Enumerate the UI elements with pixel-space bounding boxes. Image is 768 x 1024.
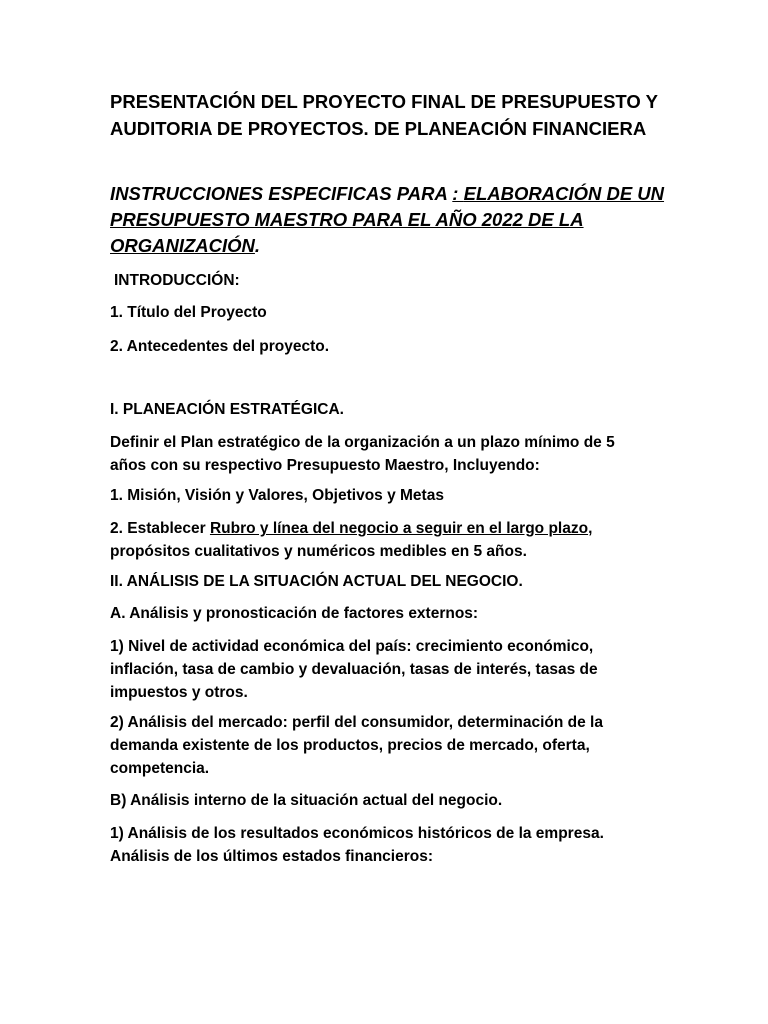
section-1-item-1: 1. Misión, Visión y Valores, Objetivos y Metas bbox=[110, 487, 444, 504]
instructions-line1: ELABORACIÓN DE UN bbox=[463, 183, 665, 204]
section-1-item-2-suffix: , propósitos cualitativos y numéricos medibles en 5 años. bbox=[110, 520, 593, 560]
section-1-heading: I. PLANEACIÓN ESTRATÉGICA. bbox=[110, 401, 344, 418]
instructions-colon: : bbox=[452, 183, 464, 204]
document-title: PRESENTACIÓN DEL PROYECTO FINAL DE PRESUPUESTO Y AUDITORIA DE PROYECTOS. DE PLANEACIÓN FINANCIERA bbox=[110, 91, 658, 139]
subsection-b-heading: B) Análisis interno de la situación actual del negocio. bbox=[110, 792, 503, 809]
section-1-item-2-prefix: 2. Establecer bbox=[110, 520, 210, 537]
subsection-b-item-1: 1) Análisis de los resultados económicos históricos de la empresa. Análisis de los últimos estados financieros: bbox=[110, 825, 604, 865]
instructions-line3: ORGANIZACIÓN bbox=[110, 235, 255, 256]
section-2-heading: II. ANÁLISIS DE LA SITUACIÓN ACTUAL DEL NEGOCIO. bbox=[110, 573, 523, 590]
subsection-a-item-1: 1) Nivel de actividad económica del país: crecimiento económico, inflación, tasa de cambio y devaluación, tasas de interés, tasas de impuestos y otros. bbox=[110, 638, 598, 701]
item-antecedentes: 2. Antecedentes del proyecto. bbox=[110, 338, 330, 355]
section-1-item-2-underlined: Rubro y línea del negocio a seguir en el largo plazo bbox=[209, 520, 589, 537]
instructions-line2: PRESUPUESTO MAESTRO PARA EL AÑO 2022 DE LA bbox=[110, 209, 584, 230]
section-1-text: Definir el Plan estratégico de la organización a un plazo mínimo de 5 años con su respectivo Presupuesto Maestro, Incluyendo: bbox=[110, 434, 615, 474]
subsection-a-heading: A. Análisis y pronosticación de factores externos: bbox=[110, 605, 479, 622]
intro-heading: INTRODUCCIÓN: bbox=[114, 272, 240, 289]
instructions-line3-end: . bbox=[254, 235, 261, 256]
section-1-item-2 bbox=[110, 517, 610, 563]
subsection-a-item-2: 2) Análisis del mercado: perfil del consumidor, determinación de la demanda existente de los productos, precios de mercado, oferta, competencia. bbox=[110, 714, 603, 777]
item-titulo: 1. Título del Proyecto bbox=[110, 304, 267, 321]
instructions-heading bbox=[110, 181, 730, 259]
instructions-lead: INSTRUCCIONES ESPECIFICAS PARA bbox=[110, 183, 453, 204]
